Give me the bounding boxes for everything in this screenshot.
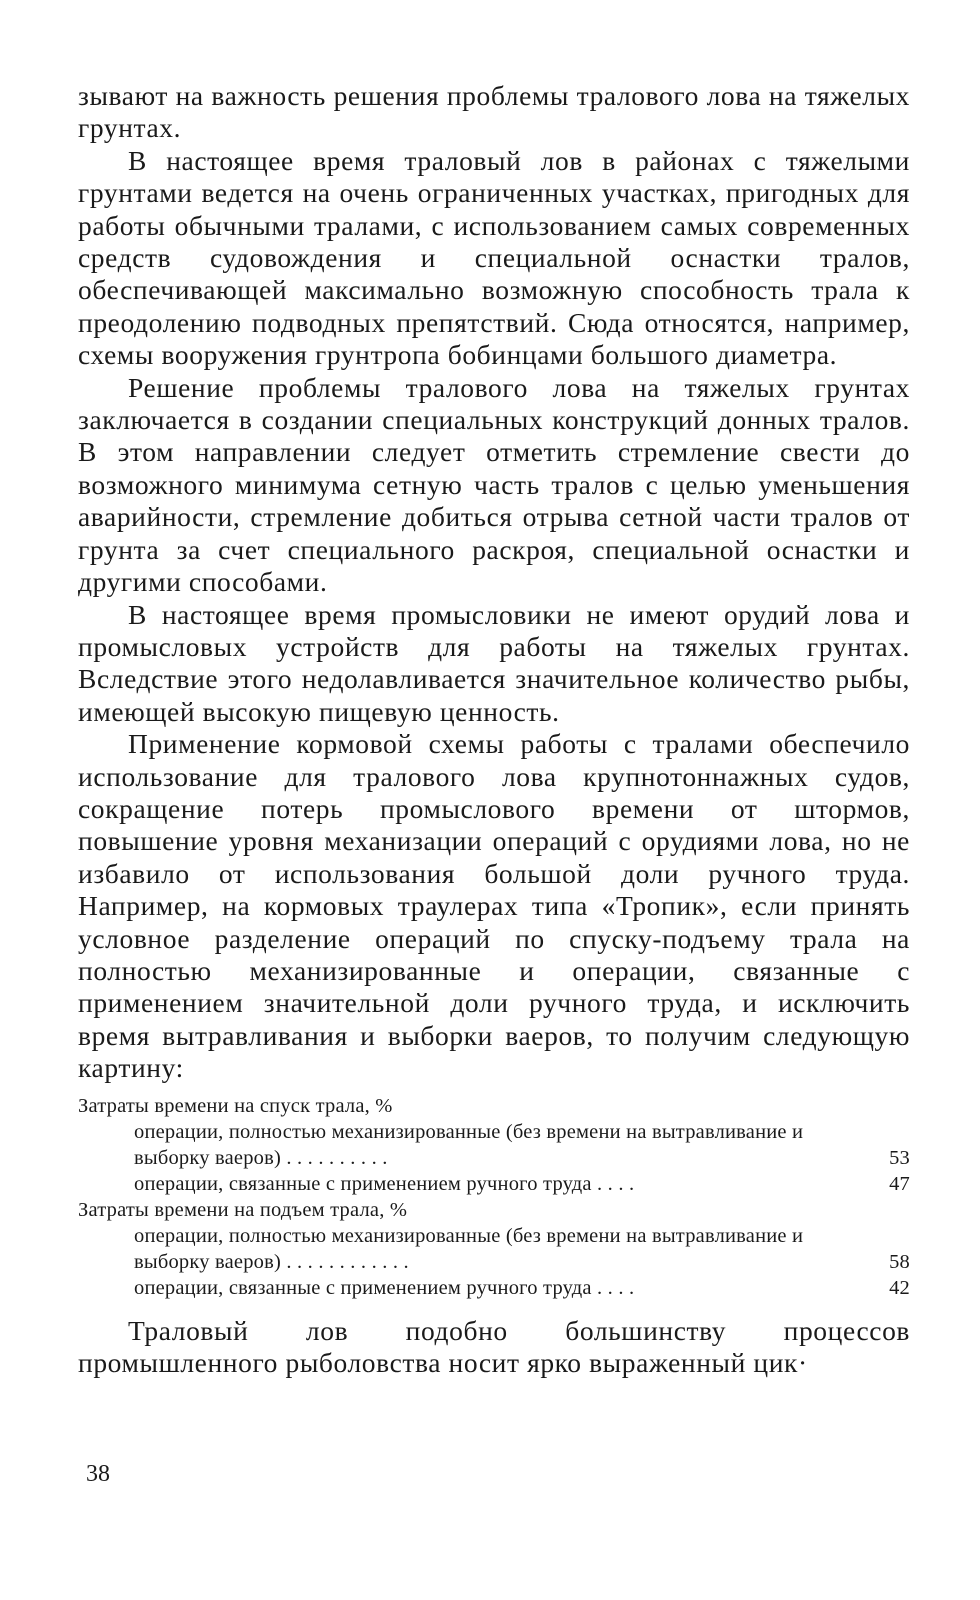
table-row-label: операции, полностью механизированные (без времени на вытравливание и выборку ваеров) . . . . . . . . . . . . <box>134 1224 804 1273</box>
paragraph-1: зывают на важность решения проблемы тралового лова на тяжелых грунтах. <box>78 80 910 144</box>
table-group-title: Затраты времени на подъем трала, % <box>78 1198 408 1221</box>
paragraph-5: Применение кормовой схемы работы с тралами обеспечило использование для тралового лова крупнотоннажных судов, сокращение потерь промыслового времени от штормов, повышение уровня механизации операций с орудиями лова, но не избавило от использования большой доли ручного труда. Например, на кормовых траулерах типа «Тропик», если принять условное разделение операций по спуску-подъему трала на полностью механизированные и операции, связанные с применением значительной доли ручного труда, и исключить время вытравливания и выборки ваеров, то получим следующую картину: <box>78 728 910 1084</box>
page-number: 38 <box>86 1461 110 1487</box>
table-row-label: операции, связанные с применением ручного труда . . . . <box>134 1172 635 1195</box>
table-row-value: 53 <box>889 1146 910 1169</box>
table-row <box>134 1119 910 1171</box>
paragraph-3: Решение проблемы тралового лова на тяжелых грунтах заключается в создании специальных конструкций донных тралов. В этом направлении следует отметить стремление свести до возможного минимума сетную часть тралов с целью уменьшения аварийности, стремление добиться отрыва сетной части тралов от грунта за счет специального раскроя, специальной оснастки и другими способами. <box>78 371 910 598</box>
table-row-label: операции, связанные с применением ручного труда . . . . <box>134 1276 635 1299</box>
paragraph-4: В настоящее время промысловики не имеют орудий лова и промысловых устройств для работы на тяжелых грунтах. Вследствие этого недолавливается значительное количество рыбы, имеющей высокую пищевую ценность. <box>78 598 910 727</box>
closing-paragraph: Траловый лов подобно большинству процессов промышленного рыболовства носит ярко выраженный цик· <box>78 1314 910 1378</box>
table-group-title: Затраты времени на спуск трала, % <box>78 1094 393 1117</box>
paragraph-2: В настоящее время траловый лов в районах с тяжелыми грунтами ведется на очень ограниченных участках, пригодных для работы обычными тралами, с использованием самых современных средств судовождения и специальной оснастки тралов, обеспечивающей максимально возможную способность трала к преодолению подводных препятствий. Сюда относятся, например, схемы вооружения грунтропа бобинцами большого диаметра. <box>78 144 910 371</box>
table-row <box>134 1223 910 1275</box>
table-row <box>134 1275 910 1301</box>
page-body <box>78 80 910 1379</box>
table-row-label: операции, полностью механизированные (без времени на вытравливание и выборку ваеров) . . . . . . . . . . <box>134 1120 804 1169</box>
table-row-value: 42 <box>889 1276 910 1299</box>
table-row-value: 47 <box>889 1172 910 1195</box>
table-row <box>134 1171 910 1197</box>
time-breakdown-table <box>78 1093 910 1301</box>
table-row-value: 58 <box>889 1250 910 1273</box>
